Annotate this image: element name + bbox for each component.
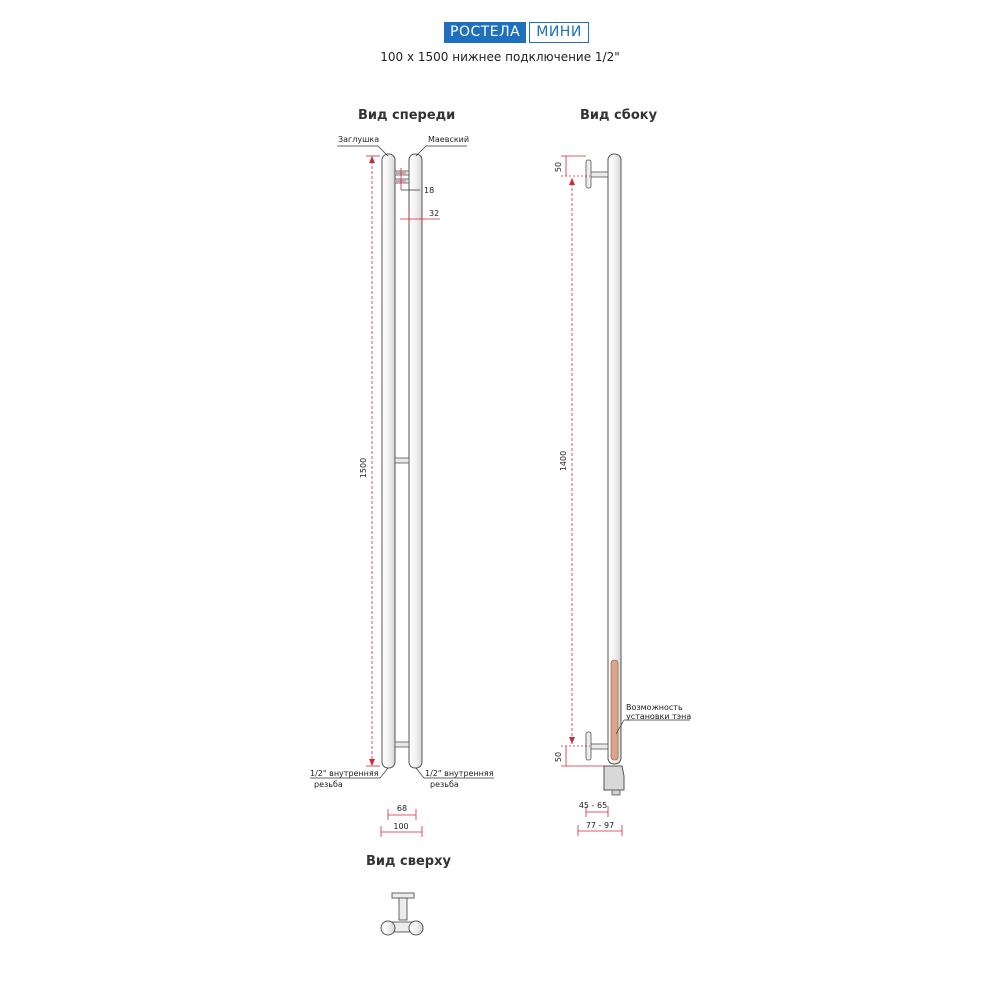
- heater-connector: [604, 766, 624, 790]
- brand-model: МИНИ: [529, 22, 589, 43]
- front-view: [310, 135, 494, 837]
- dim-arrow: [569, 178, 575, 185]
- top-bracket-arm: [590, 172, 608, 177]
- dim-height-label: 1500: [359, 457, 368, 479]
- plug-leader-tip: [378, 146, 388, 156]
- dim-arrow: [369, 759, 375, 766]
- mayevsky-leader-tip: [416, 146, 426, 156]
- thread-left-tip: [380, 768, 388, 778]
- thread-left-label-2: резьба: [314, 780, 343, 789]
- dim-height-1500: [366, 156, 380, 766]
- thread-left-label-1: 1/2" внутренняя: [310, 769, 379, 778]
- thread-right-label-1: 1/2" внутренняя: [425, 769, 494, 778]
- left-pipe: [382, 154, 395, 768]
- bottom-bracket-arm: [590, 744, 608, 749]
- heater-element: [611, 660, 618, 760]
- side-view-title: Вид сбоку: [580, 108, 658, 123]
- top-view-arm: [399, 898, 407, 920]
- dim-32-label: 32: [429, 209, 440, 218]
- dim-arrow: [569, 737, 575, 744]
- plug-label: Заглушка: [338, 135, 380, 144]
- bottom-connector: [395, 742, 409, 747]
- thread-right-label-2: резьба: [430, 780, 459, 789]
- heater-label-1: Возможность: [626, 703, 683, 712]
- brand-name: РОСТЕЛА: [444, 22, 526, 43]
- dim-arrow: [369, 156, 375, 163]
- heater-knob: [612, 790, 620, 795]
- top-view: [381, 893, 423, 935]
- right-pipe: [409, 154, 422, 768]
- dim-depth-min-label: 45 - 65: [578, 801, 608, 810]
- dim-side-bottom-label: 50: [554, 751, 563, 763]
- top-bracket-plate: [586, 160, 591, 188]
- dim-depth-max-label: 77 - 97: [585, 821, 615, 830]
- middle-connector: [395, 458, 409, 463]
- mayevsky-label: Маевский: [428, 135, 470, 144]
- dim-side-axis-label: 1400: [559, 450, 568, 472]
- model-subtitle: 100 х 1500 нижнее подключение 1/2": [380, 50, 620, 64]
- thread-right-tip: [416, 768, 424, 778]
- top-view-right-pipe: [409, 921, 423, 935]
- dim-side-top-label: 50: [554, 161, 563, 173]
- front-view-title: Вид спереди: [358, 108, 456, 123]
- top-view-title: Вид сверху: [366, 854, 451, 869]
- top-view-left-pipe: [381, 921, 395, 935]
- dim-18-label: 18: [424, 186, 435, 195]
- heater-label-2: установки тэна: [626, 712, 692, 721]
- top-view-plate: [392, 893, 414, 898]
- dim-68-label: 68: [396, 804, 408, 813]
- side-view: [554, 154, 691, 836]
- dim-100-label: 100: [393, 822, 409, 831]
